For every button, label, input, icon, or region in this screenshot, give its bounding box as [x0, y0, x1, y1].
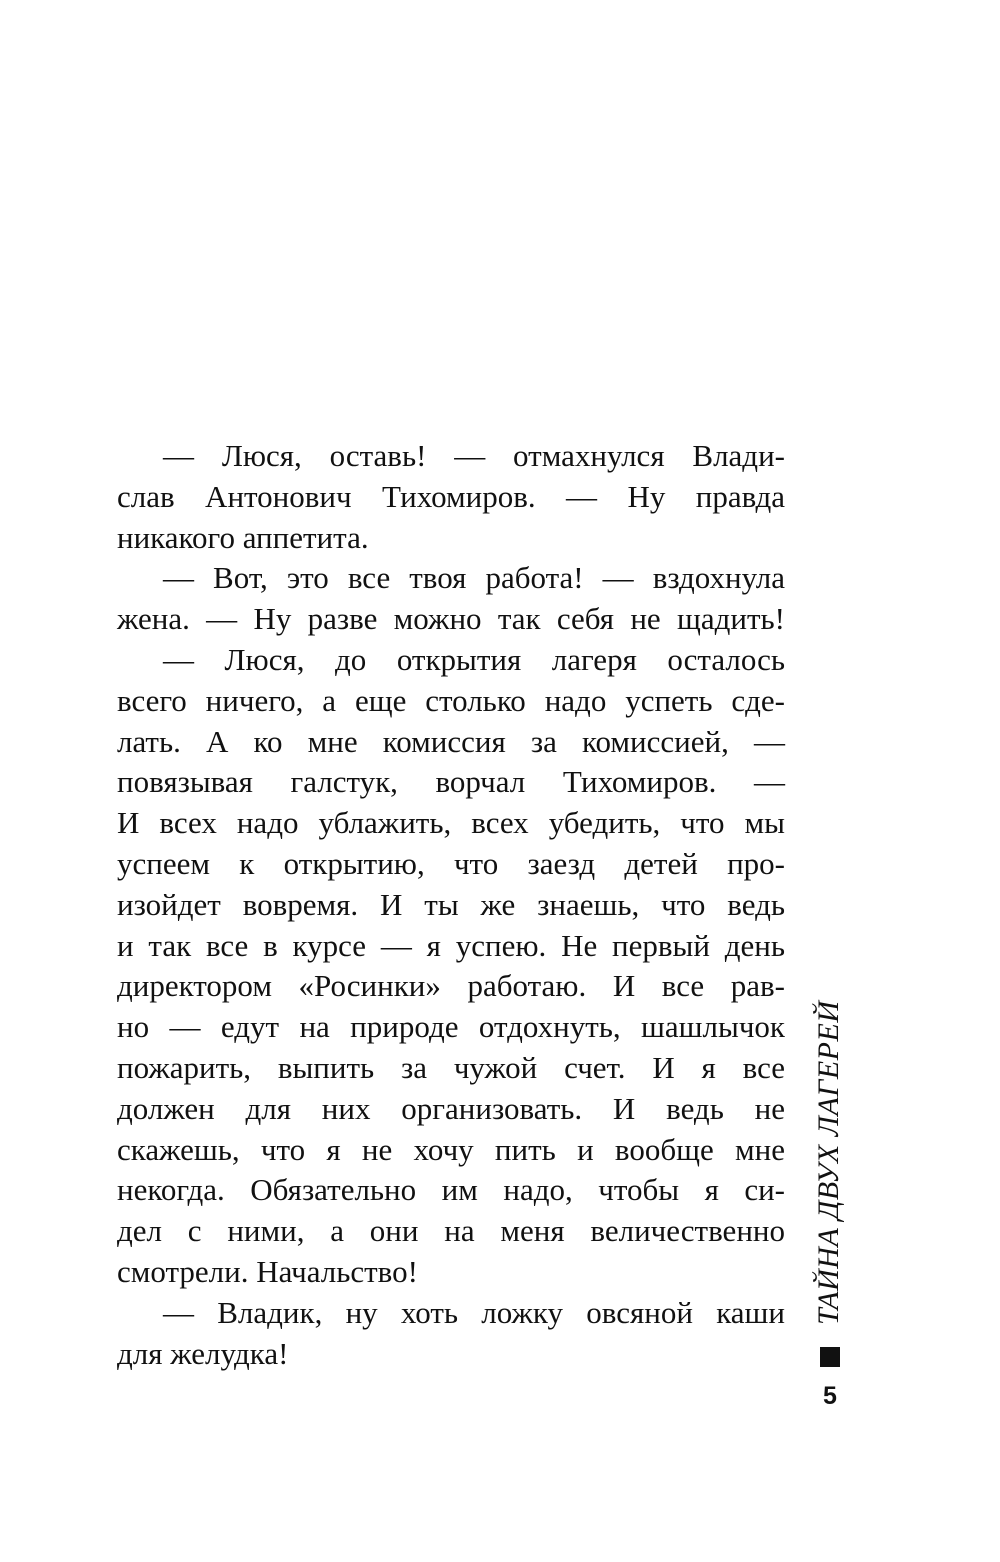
text-line: но — едут на природе отдохнуть, шашлычок [117, 1009, 785, 1045]
text-line: смотрели. Начальство! [117, 1253, 418, 1289]
text-line: никакого аппетита. [117, 519, 369, 555]
text-line: и так все в курсе — я успею. Не первый день [117, 927, 785, 963]
text-line: лать. А ко мне комиссия за комиссией, — [117, 723, 785, 759]
text-line: — Люся, оставь! — отмахнулся Влади- [163, 438, 785, 473]
text-line: повязывая галстук, ворчал Тихомиров. — [117, 764, 785, 800]
text-line: И всех надо ублажить, всех убедить, что мы [117, 805, 785, 841]
text-line: жена. — Ну разве можно так себя не щадить! [117, 601, 785, 637]
text-line: пожарить, выпить за чужой счет. И я все [117, 1049, 785, 1085]
text-line: всего ничего, а еще столько надо успеть сде- [117, 682, 785, 718]
text-line: должен для них организовать. И ведь не [117, 1090, 785, 1126]
body-text [117, 436, 785, 1374]
text-line: — Люся, до открытия лагеря осталось [163, 641, 785, 677]
text-line: директором «Росинки» работаю. И все рав- [117, 968, 785, 1004]
square-marker-icon [820, 1347, 840, 1367]
text-line: для желудка! [117, 1335, 289, 1371]
text-line: изойдет вовремя. И ты же знаешь, что ведь [117, 886, 785, 922]
text-line: — Владик, ну хоть ложку овсяной каши [163, 1294, 785, 1330]
page-number: 5 [823, 1382, 837, 1410]
text-line: — Вот, это все твоя работа! — вздохнула [163, 560, 785, 596]
text-line: дел с ними, а они на меня величественно [117, 1213, 785, 1249]
text-line: успеем к открытию, что заезд детей про- [117, 845, 785, 881]
text-line: некогда. Обязательно им надо, чтобы я си- [117, 1172, 785, 1208]
text-line: скажешь, что я не хочу пить и вообще мне [117, 1131, 785, 1167]
text-line: слав Антонович Тихомиров. — Ну правда [117, 478, 785, 514]
running-title: ТАЙНА ДВУХ ЛАГЕРЕЙ [812, 1000, 845, 1325]
